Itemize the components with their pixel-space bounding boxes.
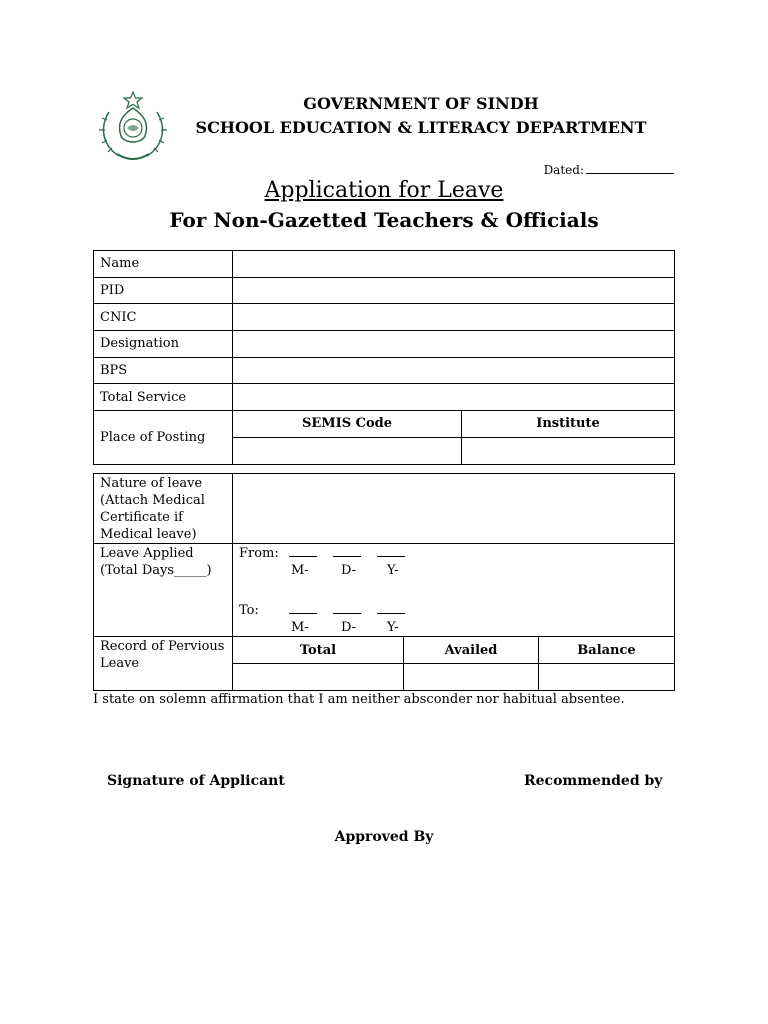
place-of-posting-label: Place of Posting [94, 411, 233, 464]
to-label: To: [239, 603, 259, 618]
balance-input-cell[interactable] [539, 664, 675, 691]
from-year-blank[interactable] [377, 546, 405, 557]
department-heading: SCHOOL EDUCATION & LITERACY DEPARTMENT [195, 118, 647, 137]
nature-of-leave-label [94, 474, 233, 544]
field-label: PID [94, 277, 233, 304]
year-label: Y- [387, 563, 399, 578]
nature-label-line: Nature of leave [100, 476, 203, 491]
form-title: Application for Leave [264, 178, 504, 203]
leave-applied-label [94, 544, 233, 637]
semis-code-header: SEMIS Code [233, 411, 462, 438]
year-label: Y- [387, 620, 399, 635]
day-label: D- [341, 563, 357, 578]
cnic-input-cell[interactable] [233, 304, 675, 331]
table-row [94, 251, 675, 278]
to-year-blank[interactable] [377, 603, 405, 614]
table-row [94, 304, 675, 331]
day-label: D- [341, 620, 357, 635]
to-row [239, 602, 668, 619]
month-label: M- [291, 620, 309, 635]
total-days-line: (Total Days_____) [100, 563, 212, 578]
leave-details-table [93, 473, 675, 691]
total-input-cell[interactable] [233, 664, 404, 691]
table-row [94, 331, 675, 358]
from-mdy-row [239, 562, 668, 579]
field-label: Name [94, 251, 233, 278]
nature-label-line: Certificate if [100, 510, 183, 525]
availed-header: Availed [404, 637, 539, 664]
nature-of-leave-input-cell[interactable] [233, 474, 675, 544]
record-of-previous-leave-label [94, 637, 233, 691]
pid-input-cell[interactable] [233, 277, 675, 304]
field-label: Designation [94, 331, 233, 358]
dated-field[interactable] [544, 163, 674, 177]
name-input-cell[interactable] [233, 251, 675, 278]
total-service-input-cell[interactable] [233, 384, 675, 411]
recommended-by-label: Recommended by [524, 773, 663, 789]
semis-code-input-cell[interactable] [233, 437, 462, 464]
month-label: M- [291, 563, 309, 578]
form-subtitle: For Non-Gazetted Teachers & Officials [169, 208, 599, 232]
table-row [94, 474, 675, 544]
from-month-blank[interactable] [289, 546, 317, 557]
leave-dates-cell[interactable] [233, 544, 675, 637]
bps-input-cell[interactable] [233, 357, 675, 384]
nature-label-line: Medical leave) [100, 527, 197, 542]
institute-input-cell[interactable] [462, 437, 675, 464]
table-row [94, 384, 675, 411]
field-label: CNIC [94, 304, 233, 331]
from-label: From: [239, 546, 279, 561]
to-month-blank[interactable] [289, 603, 317, 614]
affirmation-statement: I state on solemn affirmation that I am neither absconder nor habitual absentee. [93, 692, 625, 707]
table-row [94, 277, 675, 304]
approved-by-label: Approved By [334, 829, 434, 845]
table-row [94, 357, 675, 384]
record-label-line: Leave [100, 656, 140, 671]
to-mdy-row [239, 619, 668, 636]
from-row [239, 545, 668, 562]
table-row [94, 637, 675, 664]
designation-input-cell[interactable] [233, 331, 675, 358]
balance-header: Balance [539, 637, 675, 664]
field-label: BPS [94, 357, 233, 384]
nature-label-line: (Attach Medical [100, 493, 205, 508]
total-header: Total [233, 637, 404, 664]
to-day-blank[interactable] [333, 603, 361, 614]
institute-header: Institute [462, 411, 675, 438]
personal-details-table [93, 250, 675, 465]
leave-applied-line: Leave Applied [100, 546, 194, 561]
dated-label: Dated: [543, 163, 584, 177]
government-heading: GOVERNMENT OF SINDH [303, 94, 539, 113]
table-row [94, 411, 675, 438]
signature-of-applicant-label: Signature of Applicant [107, 773, 285, 789]
field-label: Total Service [94, 384, 233, 411]
dated-blank[interactable] [586, 163, 674, 174]
from-day-blank[interactable] [333, 546, 361, 557]
table-row [94, 544, 675, 637]
record-label-line: Record of Pervious [100, 639, 225, 654]
availed-input-cell[interactable] [404, 664, 539, 691]
